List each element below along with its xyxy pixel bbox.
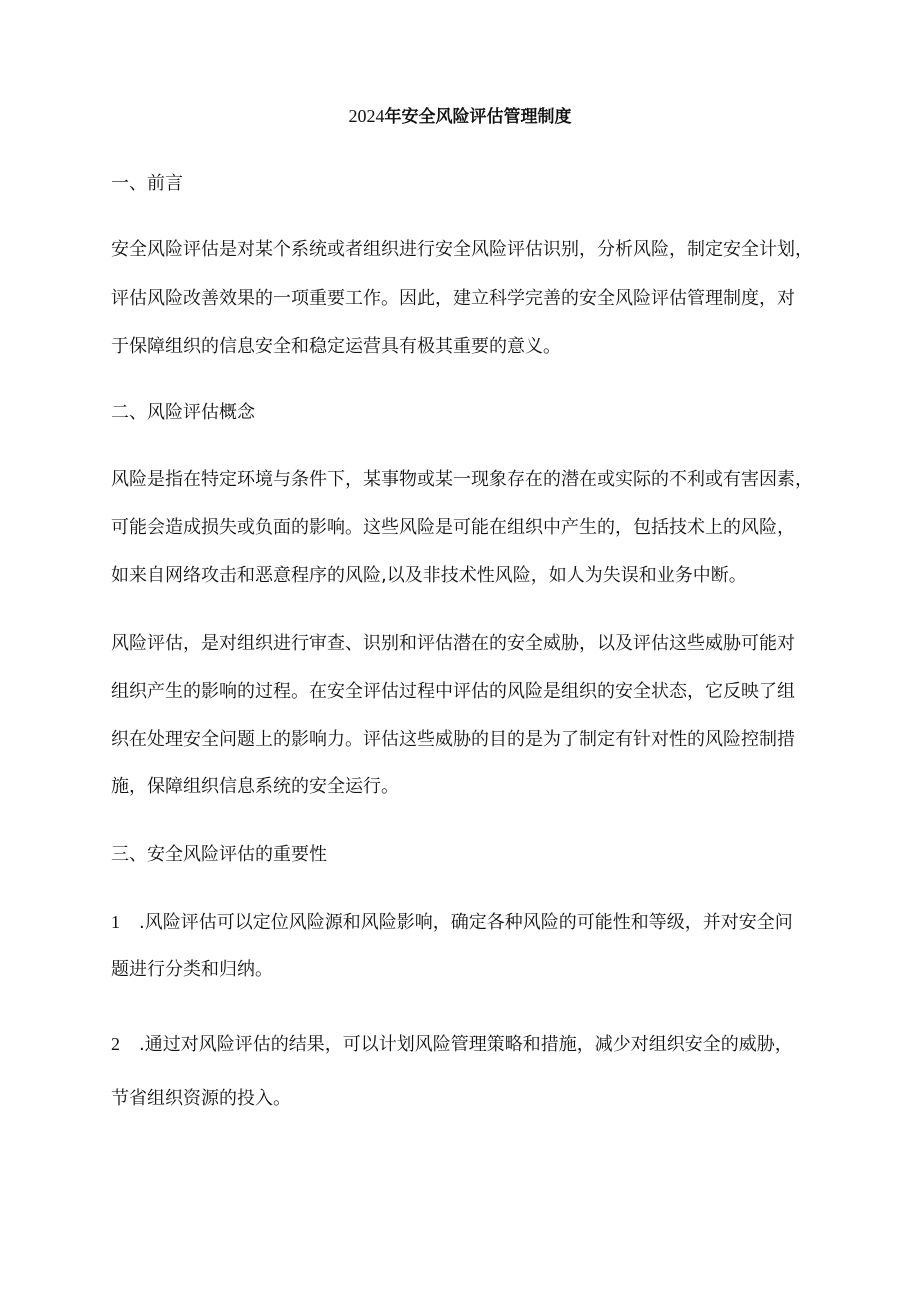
paragraph-line: 施，保障组织信息系统的安全运行。 bbox=[111, 776, 399, 797]
paragraph-line: 风险是指在特定环境与条件下，某事物或某一现象存在的潜在或实际的不利或有害因素， bbox=[111, 469, 813, 490]
paragraph-line: 组织产生的影响的过程。在安全评估过程中评估的风险是组织的安全状态，它反映了组 bbox=[111, 681, 795, 702]
list-item-2 bbox=[111, 1032, 793, 1057]
paragraph-line: 题进行分类和归纳。 bbox=[111, 959, 273, 980]
paragraph-line: 于保障组织的信息安全和稳定运营具有极其重要的意义。 bbox=[111, 336, 561, 357]
paragraph-line: 风险评估，是对组织进行审查、识别和评估潜在的安全威胁，以及评估这些威胁可能对 bbox=[111, 633, 795, 654]
document-title bbox=[0, 104, 920, 129]
list-item-number: 2 bbox=[111, 1034, 120, 1054]
list-item-text: .风险评估可以定位风险源和风险影响，确定各种风险的可能性和等级，并对安全问 bbox=[139, 912, 793, 933]
section-heading-preface: 一、前言 bbox=[111, 173, 183, 194]
title-year: 2024 bbox=[348, 106, 385, 126]
paragraph-line: 如来自网络攻击和恶意程序的风险,以及非技术性风险，如人为失误和业务中断。 bbox=[111, 565, 747, 586]
paragraph-line: 可能会造成损失或负面的影响。这些风险是可能在组织中产生的，包括技术上的风险， bbox=[111, 517, 795, 538]
title-text: 年安全风险评估管理制度 bbox=[384, 107, 572, 127]
paragraph-line: 评估风险改善效果的一项重要工作。因此，建立科学完善的安全风险评估管理制度，对 bbox=[111, 288, 795, 309]
section-heading-importance: 三、安全风险评估的重要性 bbox=[111, 844, 327, 865]
paragraph-line: 安全风险评估是对某个系统或者组织进行安全风险评估识别，分析风险，制定安全计划， bbox=[111, 239, 813, 260]
paragraph-line: 织在处理安全问题上的影响力。评估这些威胁的目的是为了制定有针对性的风险控制措 bbox=[111, 729, 795, 750]
list-item-text: .通过对风险评估的结果，可以计划风险管理策略和措施，减少对组织安全的威胁， bbox=[139, 1034, 793, 1055]
list-item-1 bbox=[111, 910, 793, 935]
paragraph-line: 节省组织资源的投入。 bbox=[111, 1088, 291, 1109]
list-item-number: 1 bbox=[111, 912, 120, 932]
section-heading-concept: 二、风险评估概念 bbox=[111, 402, 255, 423]
